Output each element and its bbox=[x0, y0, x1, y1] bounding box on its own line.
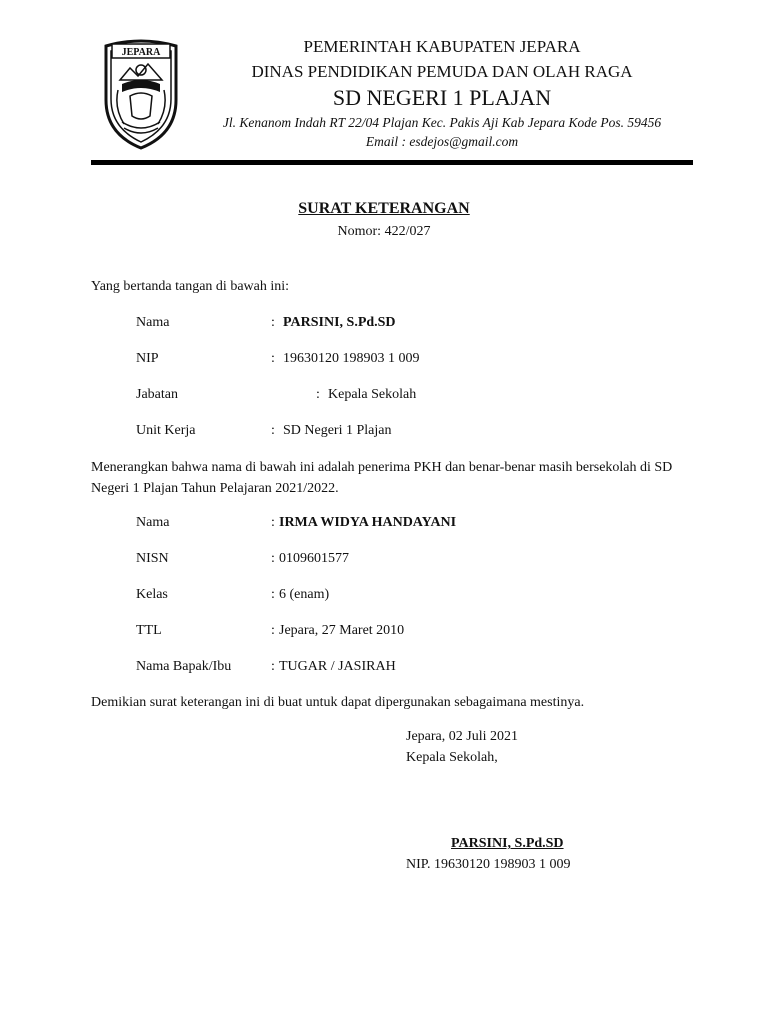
closing-text: Demikian surat keterangan ini di buat untuk dapat dipergunakan sebagaimana mestinya. bbox=[91, 695, 585, 710]
header-government: PEMERINTAH KABUPATEN JEPARA bbox=[303, 37, 581, 56]
signature-place-date: Jepara, 02 Juli 2021 bbox=[406, 729, 518, 744]
student-name-label: Nama bbox=[136, 515, 170, 530]
letter-title: SURAT KETERANGAN bbox=[298, 200, 470, 217]
letter-number: Nomor: 422/027 bbox=[337, 224, 431, 239]
signature-nip: NIP. 19630120 198903 1 009 bbox=[406, 857, 571, 872]
signer-nip-label: NIP bbox=[136, 351, 159, 366]
signer-name-label: Nama bbox=[136, 315, 170, 330]
svg-text:JEPARA: JEPARA bbox=[121, 47, 161, 58]
student-nisn-sep: : bbox=[271, 551, 275, 566]
student-parents-sep: : bbox=[271, 659, 275, 674]
signer-nip-sep: : bbox=[271, 351, 275, 366]
student-parents-label: Nama Bapak/Ibu bbox=[136, 659, 232, 674]
signer-name-value: PARSINI, S.Pd.SD bbox=[283, 315, 396, 330]
header-school-name: SD NEGERI 1 PLAJAN bbox=[332, 85, 552, 110]
statement-text: Menerangkan bahwa nama di bawah ini adalah penerima PKH dan benar-benar masih bersekolah di SD Negeri 1 Plajan Tahun Pelajaran 2021/2022. bbox=[91, 460, 673, 496]
header-email: Email : esdejos@gmail.com bbox=[365, 134, 519, 149]
student-birth-sep: : bbox=[271, 623, 275, 638]
student-parents-value: TUGAR / JASIRAH bbox=[279, 659, 396, 674]
student-class-label: Kelas bbox=[136, 587, 168, 602]
student-name-sep: : bbox=[271, 515, 275, 530]
student-class-sep: : bbox=[271, 587, 275, 602]
letterhead-divider bbox=[91, 160, 693, 165]
signer-unit-label: Unit Kerja bbox=[136, 423, 196, 438]
signer-unit-sep: : bbox=[271, 423, 275, 438]
header-address: Jl. Kenanom Indah RT 22/04 Plajan Kec. Pakis Aji Kab Jepara Kode Pos. 59456 bbox=[222, 115, 662, 130]
signer-unit-value: SD Negeri 1 Plajan bbox=[283, 423, 392, 438]
student-birth-value: Jepara, 27 Maret 2010 bbox=[279, 623, 405, 638]
student-name-value: IRMA WIDYA HANDAYANI bbox=[279, 515, 457, 530]
signer-nip-value: 19630120 198903 1 009 bbox=[283, 351, 420, 366]
header-department: DINAS PENDIDIKAN PEMUDA DAN OLAH RAGA bbox=[251, 62, 633, 81]
intro-text: Yang bertanda tangan di bawah ini: bbox=[91, 279, 290, 294]
signer-position-label: Jabatan bbox=[136, 387, 178, 402]
signature-name: PARSINI, S.Pd.SD bbox=[451, 836, 564, 851]
student-nisn-value: 0109601577 bbox=[279, 551, 349, 566]
jepara-coat-of-arms-logo bbox=[100, 38, 182, 150]
student-birth-label: TTL bbox=[136, 623, 162, 638]
student-class-value: 6 (enam) bbox=[279, 587, 330, 602]
signer-position-sep: : bbox=[316, 387, 320, 402]
signer-name-sep: : bbox=[271, 315, 275, 330]
signature-position: Kepala Sekolah, bbox=[406, 750, 498, 765]
signer-position-value: Kepala Sekolah bbox=[328, 387, 417, 402]
student-nisn-label: NISN bbox=[136, 551, 169, 566]
